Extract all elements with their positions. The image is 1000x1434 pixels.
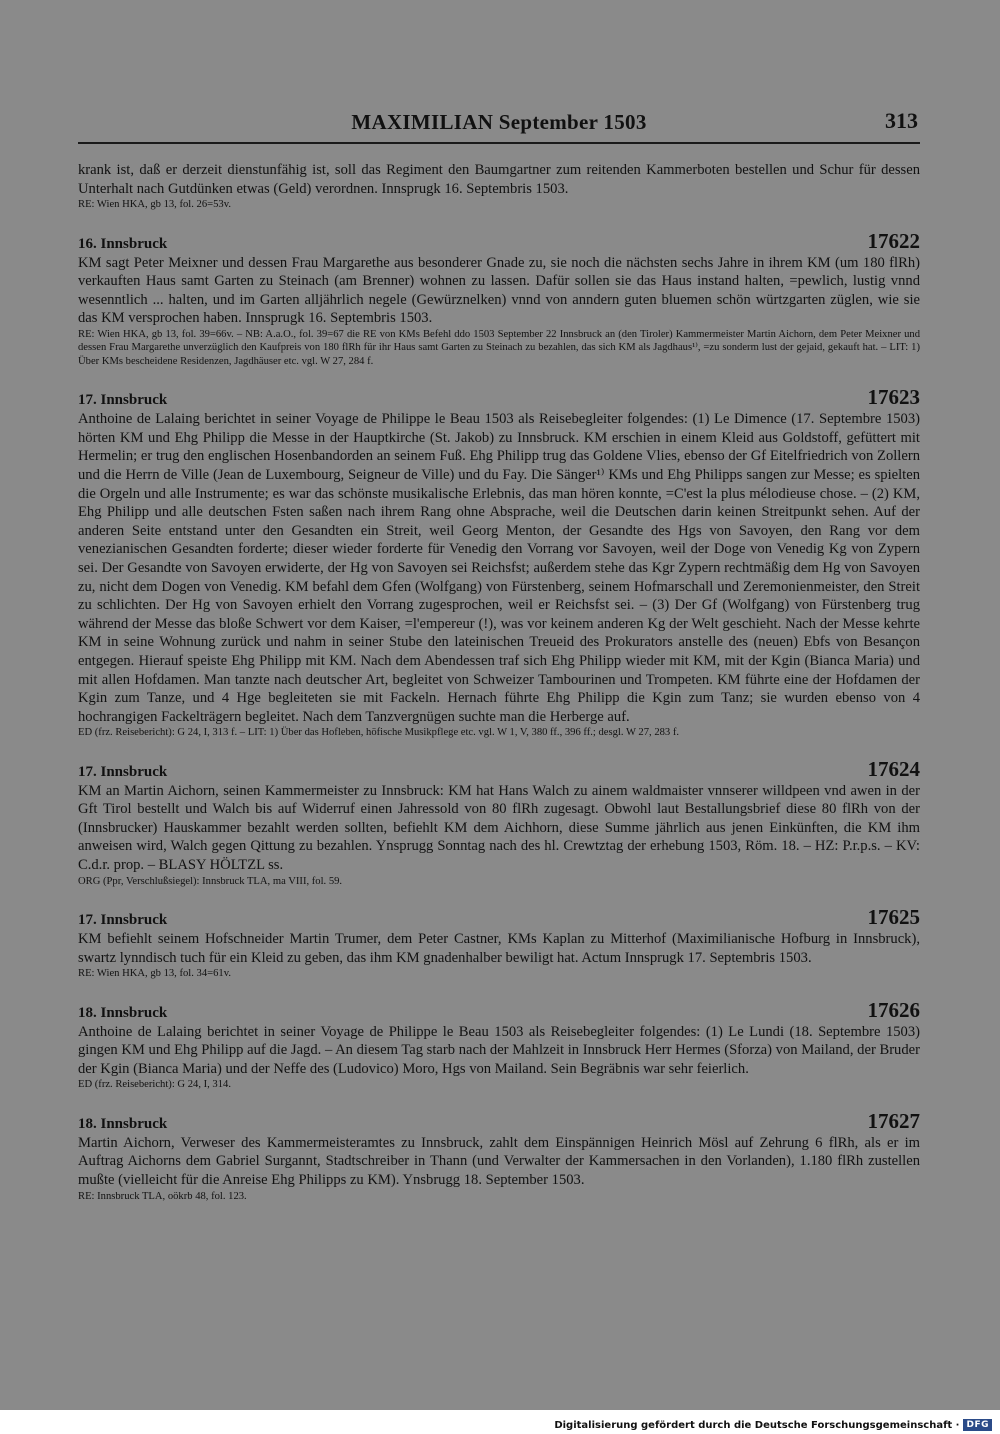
dfg-logo: DFG — [963, 1419, 992, 1431]
funding-footer — [554, 1419, 992, 1431]
funding-text: Digitalisierung gefördert durch die Deutsche Forschungsgemeinschaft · — [554, 1419, 960, 1431]
entry-header — [78, 385, 920, 410]
entry-header — [78, 228, 920, 254]
page-header — [78, 108, 920, 144]
running-title: MAXIMILIAN September 1503 — [351, 110, 647, 134]
intro-continuation — [78, 161, 920, 212]
entry-date-place: 17. Innsbruck — [78, 763, 168, 780]
entry-source: ORG (Ppr, Verschlußsiegel): Innsbruck TLA, ma VIII, fol. 59. — [78, 875, 343, 887]
entry-number: 17624 — [867, 756, 920, 781]
entry-number: 17623 — [867, 385, 920, 410]
entry-number: 17626 — [867, 997, 920, 1022]
entry-number: 17627 — [867, 1108, 920, 1133]
entry-source: RE: Wien HKA, gb 13, fol. 34=61v. — [78, 968, 231, 980]
entry-header — [78, 1108, 920, 1134]
entry-text: krank ist, daß er derzeit dienstunfähig ist, soll das Regiment den Baumgartner zum reitenden Kammerboten bestellen und Schur für dessen Unterhalt nach Gutdünken etwas (Geld) verordnen. Innsprugk 16. Septembris 1503. — [78, 162, 920, 197]
regest-entry-17626 — [78, 997, 920, 1092]
entry-text: KM befiehlt seinem Hofschneider Martin Trumer, dem Peter Castner, KMs Kaplan zu Mitterhof (Maximilianische Hofburg in Innsbruck), swartz lynndisch tuch für ein Kleid zu geben, das ihm KM gnadenhalber bewiligt hat. Actum Innsprugk 17. Septembris 1503. — [78, 931, 920, 966]
entry-header — [78, 756, 920, 782]
entry-text: Martin Aichorn, Verweser des Kammermeisteramtes zu Innsbruck, zahlt dem Einspännigen Heinrich Mösl auf Zehrung 6 flRh, als er im Auftrag Aichorns dem Gabriel Surgannt, Stadtschreiber in Thann (und Verwalter der Kammersachen in den Vorlanden), 1.180 flRh zustellen mußte (vielleicht für die Anreise Ehg Philipps zu KM). Ynsbrugg 18. September 1503. — [78, 1134, 920, 1189]
entry-text: KM sagt Peter Meixner und dessen Frau Margarethe aus besonderer Gnade zu, sie noch die nächsten sechs Jahre in ihrem KM (um 180 flRh) verkauften Haus samt Garten zu Steinach (am Brenner) wohnen zu lassen. Dafür sollen sie das Haus instand halten, =pewlich, lustig vnnd wesenntlich ... halten, und im Garten alljährlich negele (Gewürznelken) vnnd von anndern guten bluemen schön würtzgarten züglen, wie sie das KM versprochen haben. Innsprugk 16. Septembris 1503. — [78, 254, 920, 327]
entry-header — [78, 997, 920, 1023]
entry-header — [78, 905, 920, 930]
entry-source: RE: Wien HKA, gb 13, fol. 39=66v. – NB: A.a.O., fol. 39=67 die RE von KMs Befehl ddo 1503 September 22 Innsbruck an (den Tiroler) Kammermeister Martin Aichorn, dem Peter Meixner und dessen Frau Margarethe unverzüglich den Kaufpreis von 180 flRh für ihr Haus samt Garten zu Steinach zu bezahlen, das sich KM als Jagdhaus¹⁾, =zu sonderm lust der gejaid, gekauft hat. – LIT: 1) Über KMs bescheidene Residenzen, Jagdhäuser etc. vgl. W 27, 284 f. — [78, 328, 920, 367]
entry-text: Anthoine de Lalaing berichtet in seiner Voyage de Philippe le Beau 1503 als Reisebegleiter folgendes: (1) Le Lundi (18. Septembre 1503) gingen KM und Ehg Philipp auf die Jagd. – An diesem Tag starb nach der Mahlzeit in Innsbruck Herr Hermes (Sforza) von Mailand, der Bruder der Kgin (Bianca Maria) und der Neffe des (Ludovico) Moro, Hgs von Mailand. Sein Begräbnis war sehr feierlich. — [78, 1023, 920, 1077]
entry-date-place: 17. Innsbruck — [78, 392, 168, 409]
regest-entry-17624 — [78, 756, 920, 888]
entry-number: 17625 — [867, 905, 920, 930]
entry-source: RE: Innsbruck TLA, oökrb 48, fol. 123. — [78, 1190, 247, 1202]
regest-entry-17625 — [78, 905, 920, 981]
entry-date-place: 18. Innsbruck — [78, 1115, 168, 1132]
entry-text: Anthoine de Lalaing berichtet in seiner Voyage de Philippe le Beau 1503 als Reisebegleiter folgendes: (1) Le Dimence (17. Septembre 1503) hörten KM und Ehg Philipp die Messe in der Hauptkirche (St. Jakob) zu Innsbruck. KM erschien in einem Kleid aus Goldstoff, gefüttert mit Hermelin; er trug den englischen Hosenbandorden an seinem Fuß. Ehg Philipp trug das Goldene Vlies, ebenso der Gf Eitelfriedrich von Zollern und die Herrn de Ville (Jean de Luxembourg, Seigneur de Ville) und du Fay. Die Sänger¹⁾ KMs und Ehg Philipps sangen zur Messe; es spielten die Orgeln und alle Instrumente; es war das schönste musikalische Erlebnis, das man hören konnte, =C'est la plus mélodieuse chose. – (2) KM, Ehg Philipp und alle deutschen Fsten saßen nach ihrem Rang ohne Absprache, weil die Deutschen darin keinen Streitpunkt sehen. Auf der anderen Seite entstand unter den Gesandten ein Streit, weil Georg Menton, der Gesandte des Hgs von Savoyen, den Rang vor dem venezianischen Gesandten forderte; dieser wieder forderte für Venedig den Vorrang vor Savoyen, weil der Doge von Venedig Kg von Zypern sei. Der Gesandte von Savoyen erwiderte, der Hg von Savoyen sei Reichsfst; außerdem stehe das Kgr Zypern rechtmäßig dem Hg von Savoyen zu, nicht dem Dogen von Venedig. KM befahl dem Gfen (Wolfgang) von Fürstenberg, seinem Hofmarschall und Zeremonienmeister, den Streit zu schlichten. Der Hg von Savoyen erhielt den Vorrang zugesprochen, weil er Reichsfst sei. – (3) Der Gf (Wolfgang) von Fürstenberg trug während der Messe das bloße Schwert vor dem Kaiser, =l'empereur (!), was vor keinem anderen Kg der Welt geschieht. Nach der Messe kehrte KM in seine Wohnung zurück und nahm in seiner Stube den lateinischen Treueid des Prokurators anstelle des (neuen) Ebfs von Besançon entgegen. Hierauf speiste Ehg Philipp mit KM. Nach dem Abendessen traf sich Ehg Philipp wieder mit KM, mit der Kgin (Bianca Maria) und mit allen Hofdamen. Man tanzte nach deutscher Art, begleitet von Schweizer Tambourinen und Trompeten. KM führte eine der Hofdamen der Kgin zum Tanze, und 4 Hge begleiteten sie mit Fackeln. Hernach führte Ehg Philipp die Kgin zum Tanz; sie wurden ebenso von 4 hochrangigen Fackelträgern begleitet. Nach dem Tanzvergnügen suchte man die Herberge auf. — [78, 411, 920, 725]
entry-number: 17622 — [867, 228, 920, 253]
entry-text: KM an Martin Aichorn, seinen Kammermeister zu Innsbruck: KM hat Hans Walch zu ainem waldmaister vnnserer willdpeen vnd awen in der Gft Tirol bestellt und Walch bis auf Widerruf einen Jahressold von 80 flRh zugesagt. Obwohl laut Bestallungsbrief diese 80 flRh von der (Innsbrucker) Hauskammer bezahlt werden sollten, befiehlt KM dem Aichhorn, diese Summe jährlich aus jenen Einkünften, die KM ihm anweisen wird, Walch gegen Qittung zu bezahlen. Ynsprugg Sonntag nach des hl. Crewtztag der erhebung 1503, Röm. 18. – HZ: P.r.p.s. – KV: C.d.r. prop. – BLASY HÖLTZL ss. — [78, 782, 920, 874]
page-number: 313 — [885, 108, 918, 133]
entry-date-place: 17. Innsbruck — [78, 912, 168, 929]
regest-entry-17622 — [78, 228, 920, 369]
entry-date-place: 18. Innsbruck — [78, 1004, 168, 1021]
entry-date-place: 16. Innsbruck — [78, 235, 168, 252]
entry-source: RE: Wien HKA, gb 13, fol. 26=53v. — [78, 199, 231, 211]
regest-entry-17623 — [78, 385, 920, 740]
entry-source: ED (frz. Reisebericht): G 24, I, 314. — [78, 1079, 231, 1091]
regest-entry-17627 — [78, 1108, 920, 1203]
page-content — [78, 161, 920, 1203]
entry-source: ED (frz. Reisebericht): G 24, I, 313 f. – LIT: 1) Über das Hofleben, höfische Musikpflege etc. vgl. W 1, V, 380 ff., 396 ff.; desgl. W 27, 283 f. — [78, 727, 680, 739]
